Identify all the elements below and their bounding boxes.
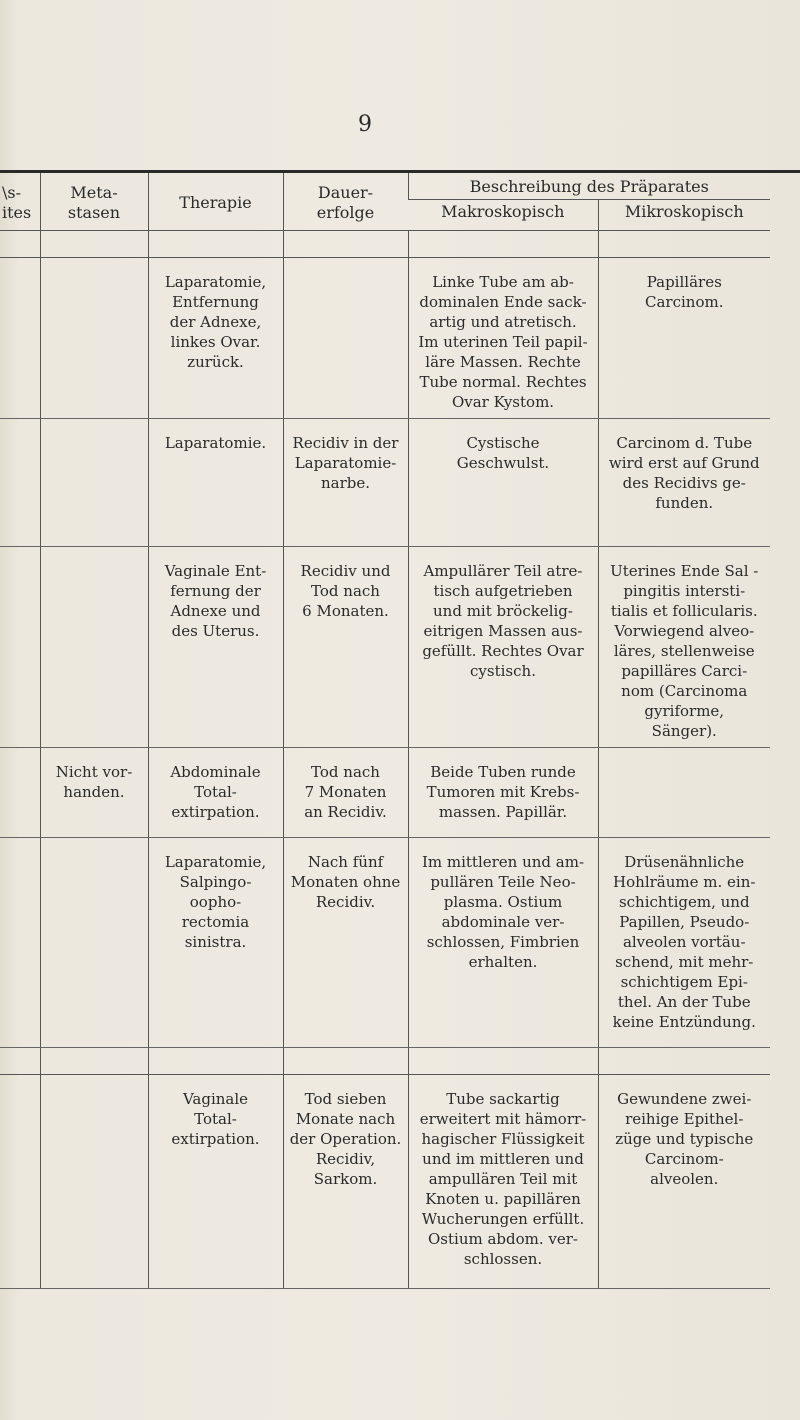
header-cell-makroskopisch: Makroskopisch — [441, 202, 565, 221]
header-cell-therapie: Therapie — [148, 173, 283, 231]
cell-mikroskopisch — [598, 748, 770, 838]
cell-makroskopisch: Linke Tube am ab- dominalen Ende sack- artig und atretisch. Im uterinen Teil papil- läre Massen. Rechte Tube normal. Rechtes Ovar Kystom. — [408, 258, 598, 419]
cell-metastasen — [40, 258, 148, 419]
cell-metastasen — [40, 1075, 148, 1289]
header-cell-mikroskopisch: Mikroskopisch — [598, 200, 770, 231]
cell-therapie: Vaginale Total- extirpation. — [148, 1075, 283, 1289]
header-cell-metastasen: Meta- stasen — [40, 173, 148, 231]
cell-therapie: Abdominale Total- extirpation. — [148, 748, 283, 838]
cell-makroskopisch: Ampullärer Teil atre- tisch aufgetrieben und mit bröckelig- eitrigen Massen aus- gefüllt. Rechtes Ovar cystisch. — [408, 547, 598, 748]
cell-makroskopisch: Im mittleren und am- pullären Teile Neo- plasma. Ostium abdominale ver- schlossen, Fimbrien erhalten. — [408, 838, 598, 1048]
cell-therapie: Laparatomie, Salpingo- oopho- rectomia sinistra. — [148, 838, 283, 1048]
cell-dauererfolge: Nach fünf Monaten ohne Recidiv. — [283, 838, 408, 1048]
case-table — [0, 173, 770, 1289]
spacer-row — [0, 231, 770, 258]
cell-therapie: Vaginale Ent- fernung der Adnexe und des Uterus. — [148, 547, 283, 748]
table-row — [0, 419, 770, 547]
cell-col0 — [0, 838, 40, 1048]
table-row — [0, 748, 770, 838]
cell-col0 — [0, 547, 40, 748]
cell-mikroskopisch: Papilläres Carcinom. — [598, 258, 770, 419]
cell-mikroskopisch: Gewundene zwei- reihige Epithel- züge und typische Carcinom- alveolen. — [598, 1075, 770, 1289]
cell-therapie: Laparatomie. — [148, 419, 283, 547]
page-number: 9 — [358, 112, 372, 137]
cell-mikroskopisch: Carcinom d. Tube wird erst auf Grund des Recidivs ge- funden. — [598, 419, 770, 547]
cell-makroskopisch: Tube sackartig erweitert mit hämorr- hagischer Flüssigkeit und im mittleren und ampullären Teil mit Knoten u. papillären Wucherungen erfüllt. Ostium abdom. ver- schlossen. — [408, 1075, 598, 1289]
table-row — [0, 838, 770, 1048]
cell-col0 — [0, 258, 40, 419]
cell-metastasen: Nicht vor- handen. — [40, 748, 148, 838]
cell-metastasen — [40, 838, 148, 1048]
cell-makroskopisch: Cystische Geschwulst. — [408, 419, 598, 547]
cell-dauererfolge: Tod nach 7 Monaten an Recidiv. — [283, 748, 408, 838]
cell-mikroskopisch: Drüsenähnliche Hohlräume m. ein- schichtigem, und Papillen, Pseudo- alveolen vortäu- schend, mit mehr- schichtigem Epi- thel. An der Tube keine Entzündung. — [598, 838, 770, 1048]
cell-metastasen — [40, 419, 148, 547]
cell-therapie: Laparatomie, Entfernung der Adnexe, linkes Ovar. zurück. — [148, 258, 283, 419]
cell-col0 — [0, 748, 40, 838]
cell-dauererfolge: Tod sieben Monate nach der Operation. Recidiv, Sarkom. — [283, 1075, 408, 1289]
cell-dauererfolge: Recidiv und Tod nach 6 Monaten. — [283, 547, 408, 748]
spacer-row — [0, 1048, 770, 1075]
table-row — [0, 1075, 770, 1289]
cell-col0 — [0, 1075, 40, 1289]
header-cell-col0: \s- ites — [2, 183, 32, 222]
cell-metastasen — [40, 547, 148, 748]
cell-dauererfolge — [283, 258, 408, 419]
cell-col0 — [0, 419, 40, 547]
cell-mikroskopisch: Uterines Ende Sal - pingitis intersti- tialis et follicularis. Vorwiegend alveo- läres, stellenweise papilläres Carci- nom (Carcinoma gyriforme, Sänger). — [598, 547, 770, 748]
header-cell-beschreibung: Beschreibung des Präparates — [408, 173, 770, 200]
header-cell-dauererfolge: Dauer- erfolge — [283, 173, 408, 231]
cell-dauererfolge: Recidiv in der Laparatomie- narbe. — [283, 419, 408, 547]
cell-makroskopisch: Beide Tuben runde Tumoren mit Krebs- massen. Papillär. — [408, 748, 598, 838]
table-row — [0, 547, 770, 748]
table-row — [0, 258, 770, 419]
